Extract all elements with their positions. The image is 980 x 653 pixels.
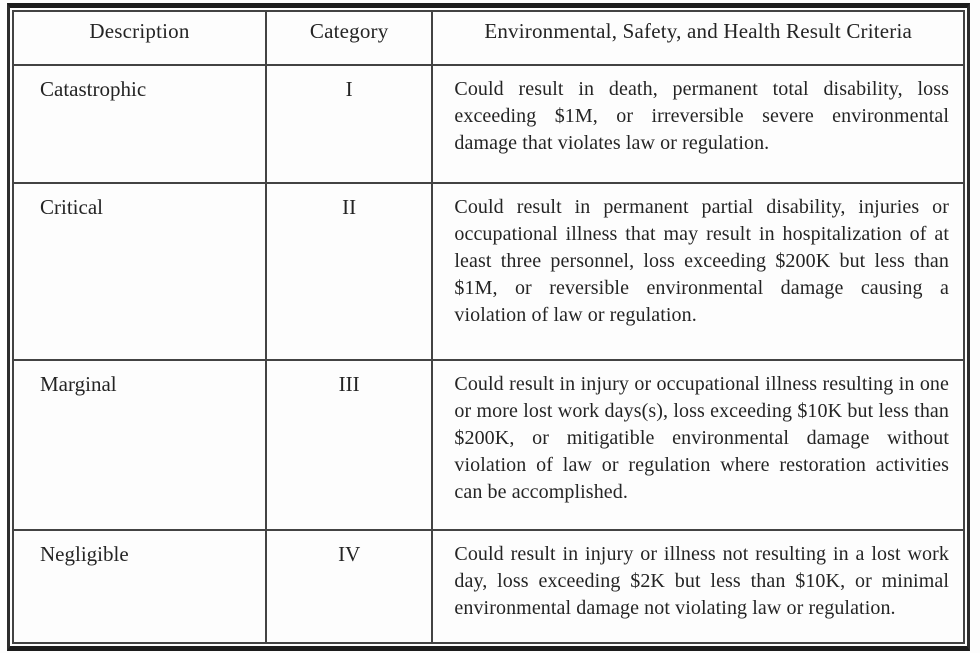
cell-criteria: Could result in permanent partial disability, injuries or occupational illness that may result in hospitalization of at least three personnel, loss exceeding $200K but less than $1M, or reversible environmental damage causing a violation of law or regulation.	[432, 183, 964, 359]
header-description: Description	[13, 11, 266, 65]
cell-criteria: Could result in death, permanent total disability, loss exceeding $1M, or irreversible severe environmental damage that violates law or regulation.	[432, 65, 964, 183]
cell-category: IV	[266, 530, 432, 643]
cell-category: I	[266, 65, 432, 183]
severity-category-table	[12, 10, 965, 644]
cell-criteria: Could result in injury or occupational illness resulting in one or more lost work days(s), loss exceeding $10K but less than $200K, or mitigatible environmental damage without violation of law or regulation where restoration activities can be accomplished.	[432, 360, 964, 530]
header-criteria: Environmental, Safety, and Health Result Criteria	[432, 11, 964, 65]
cell-description: Critical	[13, 183, 266, 359]
cell-category: II	[266, 183, 432, 359]
cell-criteria: Could result in injury or illness not resulting in a lost work day, loss exceeding $2K but less than $10K, or minimal environmental damage not violating law or regulation.	[432, 530, 964, 643]
table-row-marginal	[13, 360, 964, 530]
cell-description: Marginal	[13, 360, 266, 530]
cell-description: Catastrophic	[13, 65, 266, 183]
header-row	[13, 11, 964, 65]
severity-table-frame	[7, 3, 970, 651]
cell-category: III	[266, 360, 432, 530]
cell-description: Negligible	[13, 530, 266, 643]
header-category: Category	[266, 11, 432, 65]
table-row-catastrophic	[13, 65, 964, 183]
table-row-negligible	[13, 530, 964, 643]
table-row-critical	[13, 183, 964, 359]
